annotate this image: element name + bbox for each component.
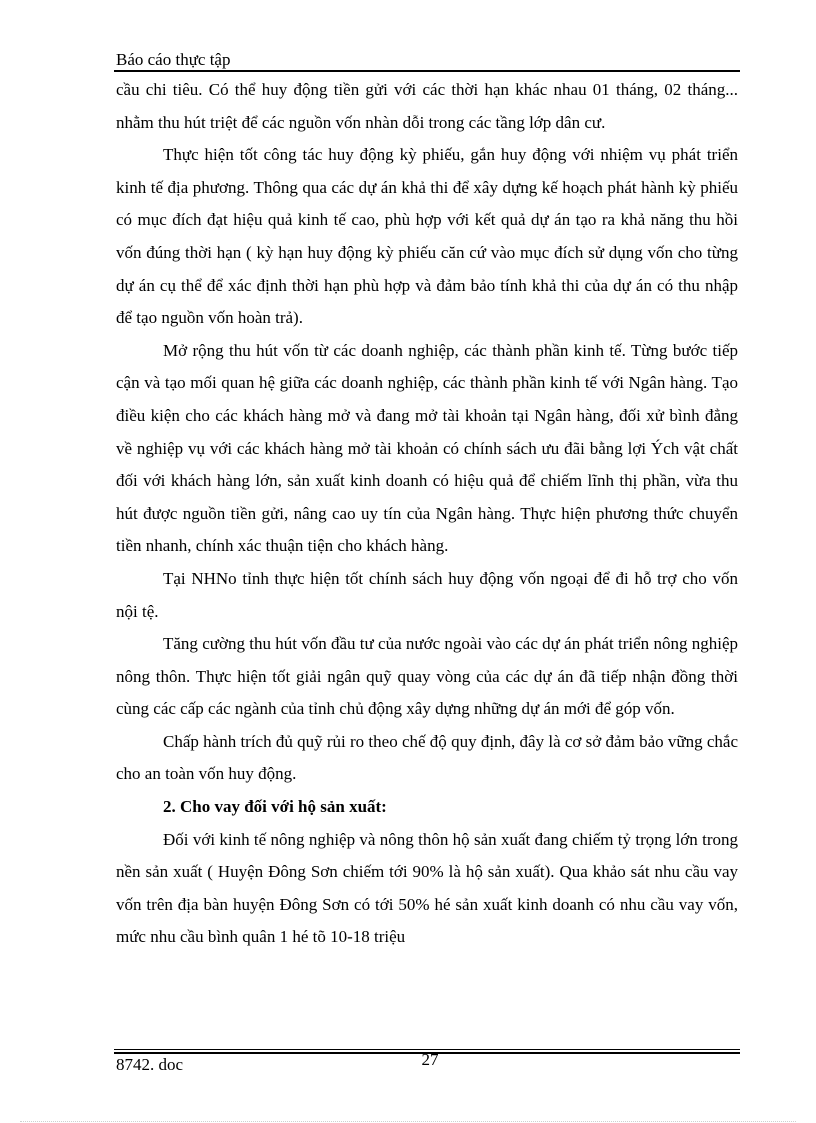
paragraph-doanh-nghiep: Mở rộng thu hút vốn từ các doanh nghiệp, các thành phần kinh tế. Từng bước tiếp cận và tạo mối quan hệ giữa các doanh nghiệp, các thành phần kinh tế với Ngân hàng. Tạo điều kiện cho các khách hàng mở và đang mở tài khoản tại Ngân hàng, đối xử bình đẳng về nghiệp vụ với các khách hàng mở tài khoản có chính sách ưu đãi bằng lợi Ých vật chất đối với khách hàng lớn, sản xuất kinh doanh có hiệu quả để chiếm lĩnh thị phần, vừa thu hút được nguồn tiền gửi, nâng cao uy tín của Ngân hàng. Thực hiện phương thức chuyển tiền nhanh, chính xác thuận tiện cho khách hàng. — [116, 340, 738, 556]
paragraph-ngoai-te: Tại NHNo tỉnh thực hiện tốt chính sách huy động vốn ngoại để đi hỗ trợ cho vốn nội tệ. — [116, 568, 738, 621]
paragraph-ky-phieu: Thực hiện tốt công tác huy động kỳ phiếu, gắn huy động với nhiệm vụ phát triển kinh tế địa phương. Thông qua các dự án khả thi để xây dựng kế hoạch phát hành kỳ phiếu có mục đích đạt hiệu quả kinh tế cao, phù hợp với kết quả dự án tạo ra khả năng thu hồi vốn đúng thời hạn ( kỳ hạn huy động kỳ phiếu căn cứ vào mục đích sử dụng vốn cho từng dự án cụ thể để xác định thời hạn phù hợp và đảm bảo tính khả thi của dự án có thu nhập để tạo nguồn vốn hoàn trả). — [116, 145, 738, 328]
footer-filename: 8742. doc — [116, 1055, 184, 1074]
paragraph-ho-san-xuat: Đối với kinh tế nông nghiệp và nông thôn hộ sản xuất đang chiếm tỷ trọng lớn trong nền sản xuất ( Huyện Đông Sơn chiếm tới 90% là hộ sản xuất). Qua khảo sát nhu cầu vay vốn trên địa bàn huyện Đông Sơn có tới 50% hé sản xuất kinh doanh có nhu cầu vay vốn, mức nhu cầu bình quân 1 hé tõ 10-18 triệu — [116, 829, 738, 947]
paragraph-quy-rui-ro: Chấp hành trích đủ quỹ rủi ro theo chế độ quy định, đây là cơ sở đảm bảo vững chắc cho an toàn vốn huy động. — [116, 731, 738, 784]
paragraph-von-nuoc-ngoai: Tăng cường thu hút vốn đầu tư của nước ngoài vào các dự án phát triển nông nghiệp nông thôn. Thực hiện tốt giải ngân quỹ quay vòng của các dự án đã tiếp nhận đồng thời cùng các cấp các ngành của tỉnh chủ động xây dựng những dự án mới để góp vốn. — [116, 634, 738, 719]
paragraph-continuation: cầu chi tiêu. Có thể huy động tiền gửi với các thời hạn khác nhau 01 tháng, 02 tháng... nhằm thu hút triệt để các nguồn vốn nhàn dỗi trong các tầng lớp dân cư. — [116, 80, 738, 132]
header-title: Báo cáo thực tập — [116, 50, 231, 69]
page-edge-divider — [20, 1121, 796, 1122]
document-body — [116, 74, 738, 954]
page-header — [114, 50, 740, 72]
page-number: 27 — [421, 1050, 439, 1069]
section-heading: 2. Cho vay đối với hộ sản xuất: — [163, 797, 387, 817]
